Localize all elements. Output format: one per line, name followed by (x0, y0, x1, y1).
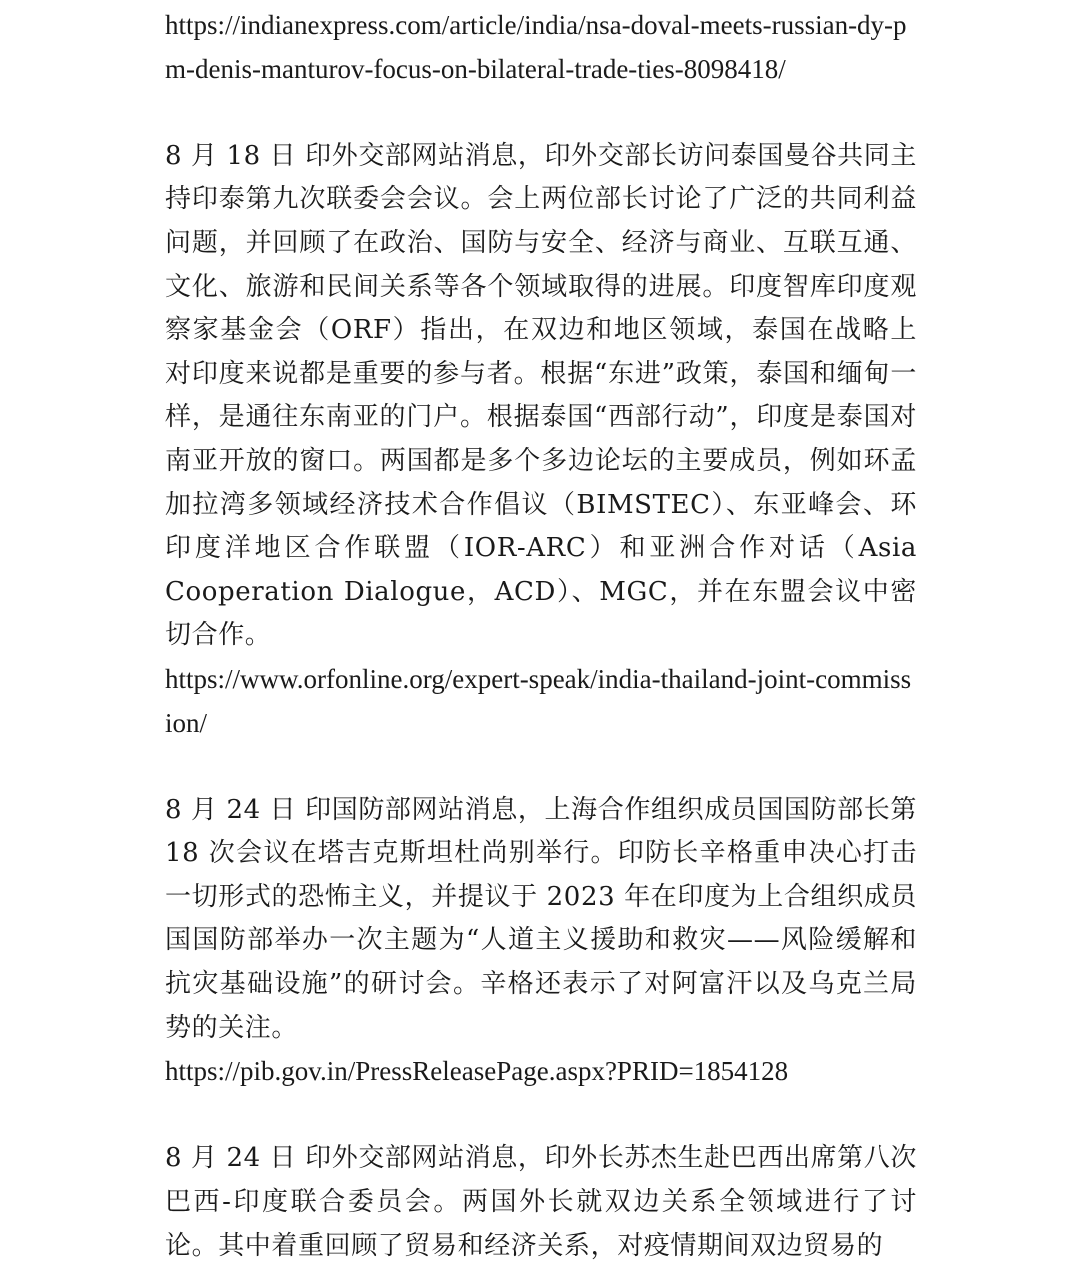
entry-text: 印国防部网站消息，上海合作组织成员国国防部长第 18 次会议在塔吉克斯坦杜尚别举行。印防长辛格重申决心打击一切形式的恐怖主义，并提议于 2023 年在印度为上合组织成员国国防部举办一次主题为“人道主义援助和救灾——风险缓解和抗灾基础设施”的研讨会。辛格还表示了对阿富汗以及乌克兰局势的关注。 (165, 794, 917, 1043)
date-separator (296, 795, 305, 825)
entry-date: 8 月 24 日 (165, 1143, 297, 1174)
entry-text: 印外交部网站消息，印外交部长访问泰国曼谷共同主持印泰第九次联委会会议。会上两位部长讨论了广泛的共同利益问题，并回顾了在政治、国防与安全、经济与商业、互联互通、文化、旅游和民间关系等各个领域取得的进展。印度智库印度观察家基金会（ORF）指出，在双边和地区领域，泰国在战略上对印度来说都是重要的参与者。根据“东进”政策，泰国和缅甸一样，是通往东南亚的门户。根据泰国“西部行动”，印度是泰国对南亚开放的窗口。两国都是多个多边论坛的主要成员，例如环孟加拉湾多领域经济技术合作倡议（BIMSTEC）、东亚峰会、环印度洋地区合作联盟（IOR-ARC）和亚洲合作对话（Asia Cooperation Dialogue，ACD）、MGC，并在东盟会议中密切合作。 (165, 140, 917, 651)
news-entry (165, 135, 917, 658)
source-link[interactable]: https://pib.gov.in/PressReleasePage.aspx?PRID=1854128 (165, 1056, 789, 1087)
date-separator (296, 1143, 305, 1173)
source-link[interactable]: https://www.orfonline.org/expert-speak/india-thailand-joint-commission/ (165, 663, 912, 738)
news-entry (165, 789, 917, 1051)
document-page (165, 4, 917, 1268)
paragraph-spacer (165, 745, 917, 789)
paragraph-spacer (165, 1094, 917, 1138)
paragraph-spacer (165, 91, 917, 135)
entry-date: 8 月 24 日 (165, 794, 297, 825)
entry-text: 印外交部网站消息，印外长苏杰生赴巴西出席第八次巴西-印度联合委员会。两国外长就双边关系全领域进行了讨论。其中着重回顾了贸易和经济关系，对疫情期间双边贸易的 (165, 1143, 917, 1261)
entry-date: 8 月 18 日 (165, 140, 297, 171)
date-separator (296, 141, 305, 171)
source-link[interactable]: https://indianexpress.com/article/india/nsa-doval-meets-russian-dy-pm-denis-manturov-focus-on-bilateral-trade-ties-8098418/ (165, 10, 907, 84)
news-entry (165, 1137, 917, 1268)
